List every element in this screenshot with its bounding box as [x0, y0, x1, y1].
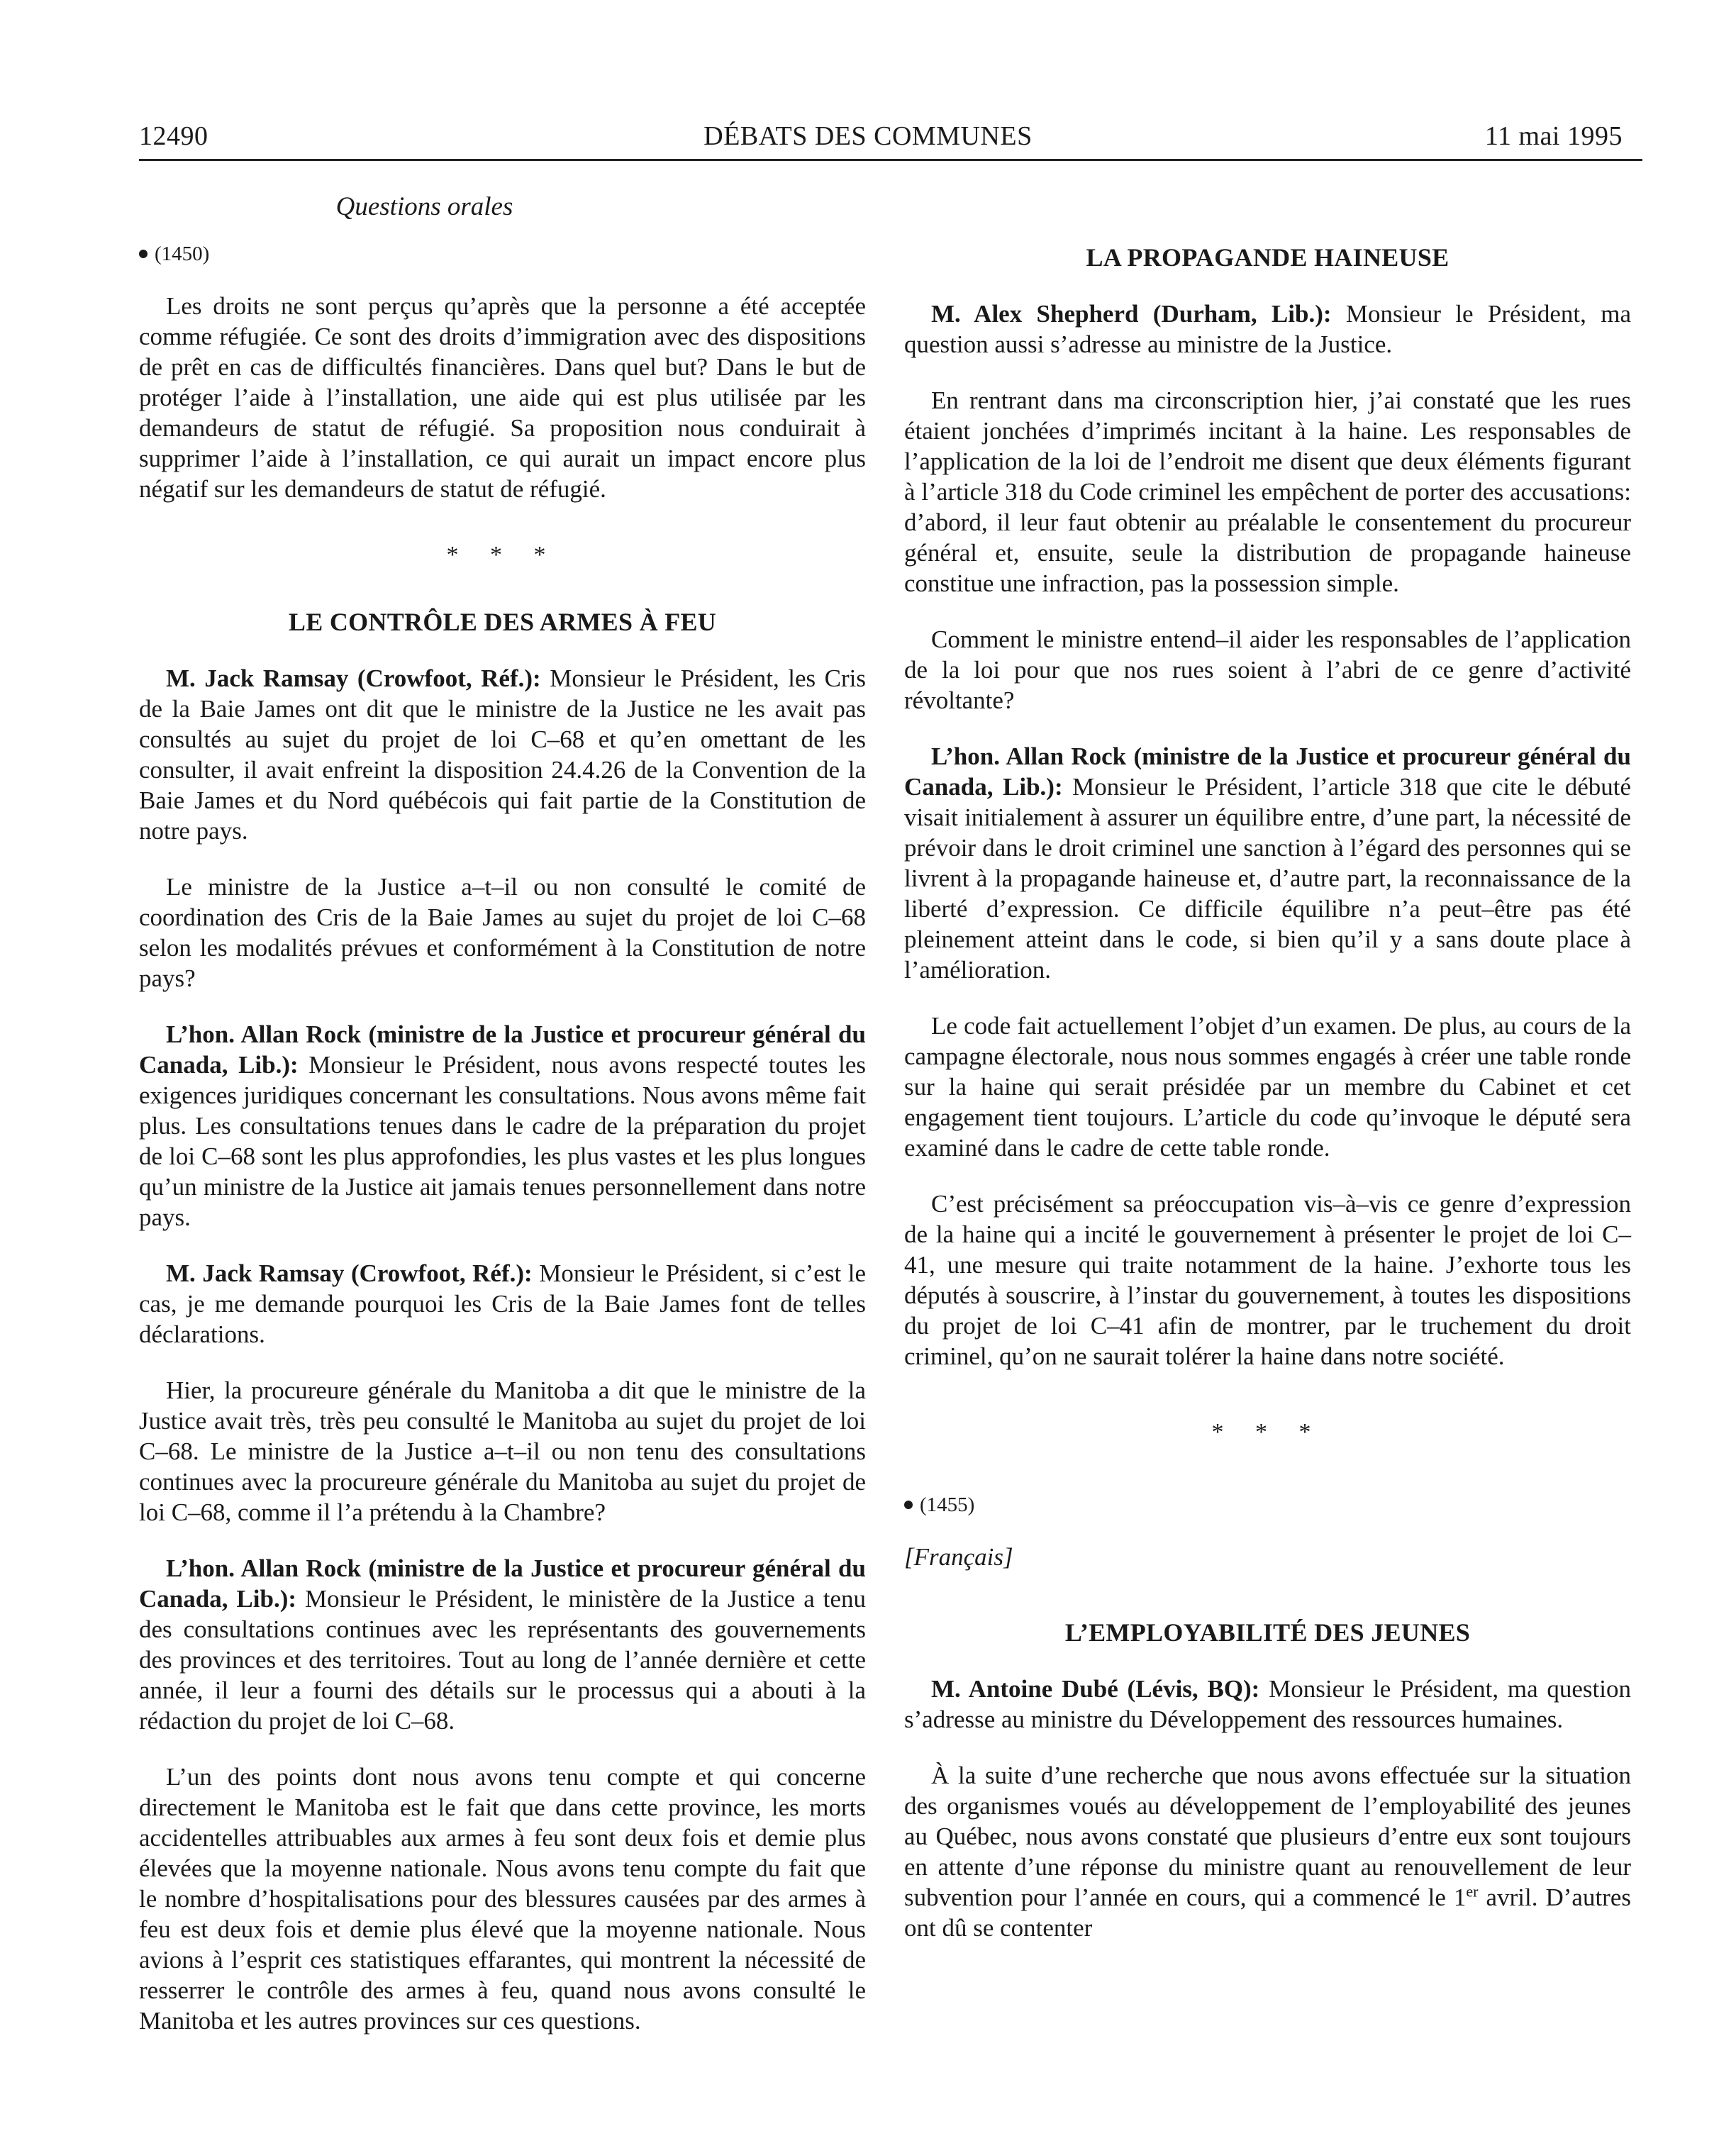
paragraph: C’est précisément sa préoccupation vis–à–vis ce genre d’expression de la haine qui a incité le gouvernement à présenter le projet de loi C–41, une mesure qui traite notamment de la haine. J’exhorte tous les députés à souscrire, à l’instar du gouvernement, à toutes les dispositions du projet de loi C–41 afin de montrer, par le truchement du droit criminel, qu’on ne saurait tolérer la haine dans notre société. — [904, 1190, 1631, 1370]
paragraph: Les droits ne sont perçus qu’après que la personne a été acceptée comme réfugiée. Ce sont des droits d’immigration avec des dispositions de prêt en cas de difficultés financières. Dans quel but? Dans le but de protéger l’aide à l’installation, une aide qui est plus utilisée par les demandeurs de statut de réfugié. Sa proposition nous conduirait à supprimer l’aide à l’installation, ce qui aurait un impact encore plus négatif sur les demandeurs de statut de réfugié. — [139, 292, 866, 503]
speech-text: Monsieur le Président, le ministère de la Justice a tenu des consultations continues avec les représentants des gouvernements des provinces et des territoires. Tout au long de l’année dernière et cette année, il leur a fourni des détails sur le processus qui a abouti à la rédaction du projet de loi C–68. — [139, 1585, 866, 1735]
speaker-name: M. Alex Shepherd (Durham, Lib.): — [931, 300, 1332, 328]
speech — [904, 1674, 1631, 1735]
paragraph: En rentrant dans ma circonscription hier, j’ai constaté que les rues étaient jonchées d’imprimés incitant à la haine. Les responsables de l’application de la loi de l’endroit me disent que deux éléments figurant à l’article 318 du Code criminel les empêchent de porter des accusations: d’abord, il leur faut obtenir au préalable le consentement du procureur général et, ensuite, seule la distribution de propagande haineuse constitue une infraction, pas la possession simple. — [904, 386, 1631, 597]
section-separator: * * * — [1211, 1419, 1324, 1445]
paragraph: L’un des points dont nous avons tenu compte et qui concerne directement le Manitoba est le fait que dans cette province, les morts accidentelles attribuables aux armes à feu sont deux fois et demie plus élevées que la moyenne nationale. Nous avons tenu compte du fait que le nombre d’hospitalisations pour des blessures causées par des armes à feu est deux fois et demie plus élevé que la moyenne nationale. Nous avions à l’esprit ces statistiques effarantes, qui montrent la nécessité de resserrer le contrôle des armes à feu, quand nous avons consulté le Manitoba et les autres provinces sur ces questions. — [139, 1763, 866, 2035]
page-date: 11 mai 1995 — [1484, 121, 1623, 151]
language-marker: [Français] — [904, 1543, 1013, 1571]
time-marker-text: (1455) — [920, 1493, 975, 1516]
speaker-name: L’hon. Allan Rock (ministre de la Justice et procureur général du Canada, Lib.): — [139, 1020, 866, 1079]
speech — [904, 741, 1631, 985]
left-column — [139, 191, 866, 2062]
paragraph-text: À la suite d’une recherche que nous avons effectuée sur la situation des organismes voués au développement de l’employabilité des jeunes au Québec, nous avons constaté que plusieurs d’entre eux sont toujours en attente d’une réponse du ministre quant au renouvellement de leur subvention pour l’année en cours, qui a commencé le 1 — [904, 1762, 1631, 1911]
paragraph — [904, 1760, 1631, 1943]
section-heading: LA PROPAGANDE HAINEUSE — [1086, 243, 1450, 272]
paragraph: Le ministre de la Justice a–t–il ou non consulté le comité de coordination des Cris de la Baie James au sujet du projet de loi C–68 selon les modalités prévues et conformément à la Constitution de notre pays? — [139, 873, 866, 992]
paragraph: Comment le ministre entend–il aider les responsables de l’application de la loi pour que nos rues soient à l’abri de ce genre d’activité révoltante? — [904, 625, 1631, 714]
paragraph: Hier, la procureure générale du Manitoba a dit que le ministre de la Justice avait très, très peu consulté le Manitoba au sujet du projet de loi C–68. Le ministre de la Justice a–t–il ou non tenu des consultations continues avec la procureure générale du Manitoba au sujet du projet de loi C–68, comme il l’a prétendu à la Chambre? — [139, 1376, 866, 1526]
bullet-icon — [904, 1501, 913, 1509]
running-title: DÉBATS DES COMMUNES — [703, 121, 1033, 151]
page-number: 12490 — [139, 121, 208, 151]
paragraph: Le code fait actuellement l’objet d’un examen. De plus, au cours de la campagne électorale, nous nous sommes engagés à créer une table ronde sur la haine qui serait présidée par un membre du Cabinet et cet engagement tient toujours. L’article du code qu’invoque le député sera examiné dans le cadre de cette table ronde. — [904, 1012, 1631, 1162]
speech-text: Monsieur le Président, ma question s’adresse au ministre du Développement des ressources humaines. — [904, 1675, 1631, 1733]
section-label: Questions orales — [335, 192, 513, 221]
speaker-name: M. Antoine Dubé (Lévis, BQ): — [931, 1675, 1260, 1703]
bullet-icon — [139, 250, 148, 258]
speaker-name: L’hon. Allan Rock (ministre de la Justice et procureur général du Canada, Lib.): — [904, 742, 1631, 801]
speaker-name: M. Jack Ramsay (Crowfoot, Réf.): — [166, 1259, 533, 1287]
speaker-name: L’hon. Allan Rock (ministre de la Justice et procureur général du Canada, Lib.): — [139, 1554, 866, 1613]
section-heading: L’EMPLOYABILITÉ DES JEUNES — [1064, 1618, 1471, 1647]
speech-text: Monsieur le Président, nous avons respecté toutes les exigences juridiques concernant les consultations. Nous avons même fait plus. Les consultations tenues dans le cadre de la préparation du projet de loi C–68 sont les plus approfondies, les plus vastes et les plus longues qu’un ministre de la Justice ait jamais tenues personnellement dans notre pays. — [139, 1051, 866, 1231]
speech — [139, 1019, 866, 1233]
speech-text: Monsieur le Président, les Cris de la Baie James ont dit que le ministre de la Justice ne les avait pas consultés au sujet du projet de loi C–68 et qu’en omettant de les consulter, il avait enfreint la disposition 24.4.26 de la Convention de la Baie James et du Nord québécois qui fait partie de la Constitution de notre pays. — [139, 664, 866, 845]
speech-text: Monsieur le Président, l’article 318 que cite le débuté visait initialement à assurer un équilibre entre, d’une part, la nécessité de prévoir dans le droit criminel une sanction à l’égard des personnes qui se livrent à la propagande haineuse et, d’autre part, la reconnaissance de la liberté d’expression. Ce difficile équilibre n’a peut–être pas été pleinement atteint dans le code, si bien qu’il y a sans doute place à l’amélioration. — [904, 773, 1631, 984]
speech — [139, 1553, 866, 1736]
speech — [139, 1258, 866, 1350]
speech — [139, 663, 866, 846]
right-column — [904, 191, 1631, 1969]
speech-text: Monsieur le Président, si c’est le cas, je me demande pourquoi les Cris de la Baie James font de telles déclarations. — [139, 1259, 866, 1348]
paragraph-text: avril. D’autres ont dû se contenter — [904, 1884, 1631, 1942]
section-separator: * * * — [446, 542, 559, 568]
speaker-name: M. Jack Ramsay (Crowfoot, Réf.): — [166, 664, 541, 692]
time-marker — [139, 239, 866, 269]
section-heading: LE CONTRÔLE DES ARMES À FEU — [288, 608, 717, 636]
speech — [904, 299, 1631, 360]
time-marker — [904, 1490, 1631, 1520]
ordinal-superscript: er — [1466, 1882, 1479, 1901]
header-rule — [139, 159, 1642, 161]
speech-text: Monsieur le Président, ma question aussi s’adresse au ministre de la Justice. — [904, 300, 1631, 358]
time-marker-text: (1450) — [155, 243, 210, 265]
